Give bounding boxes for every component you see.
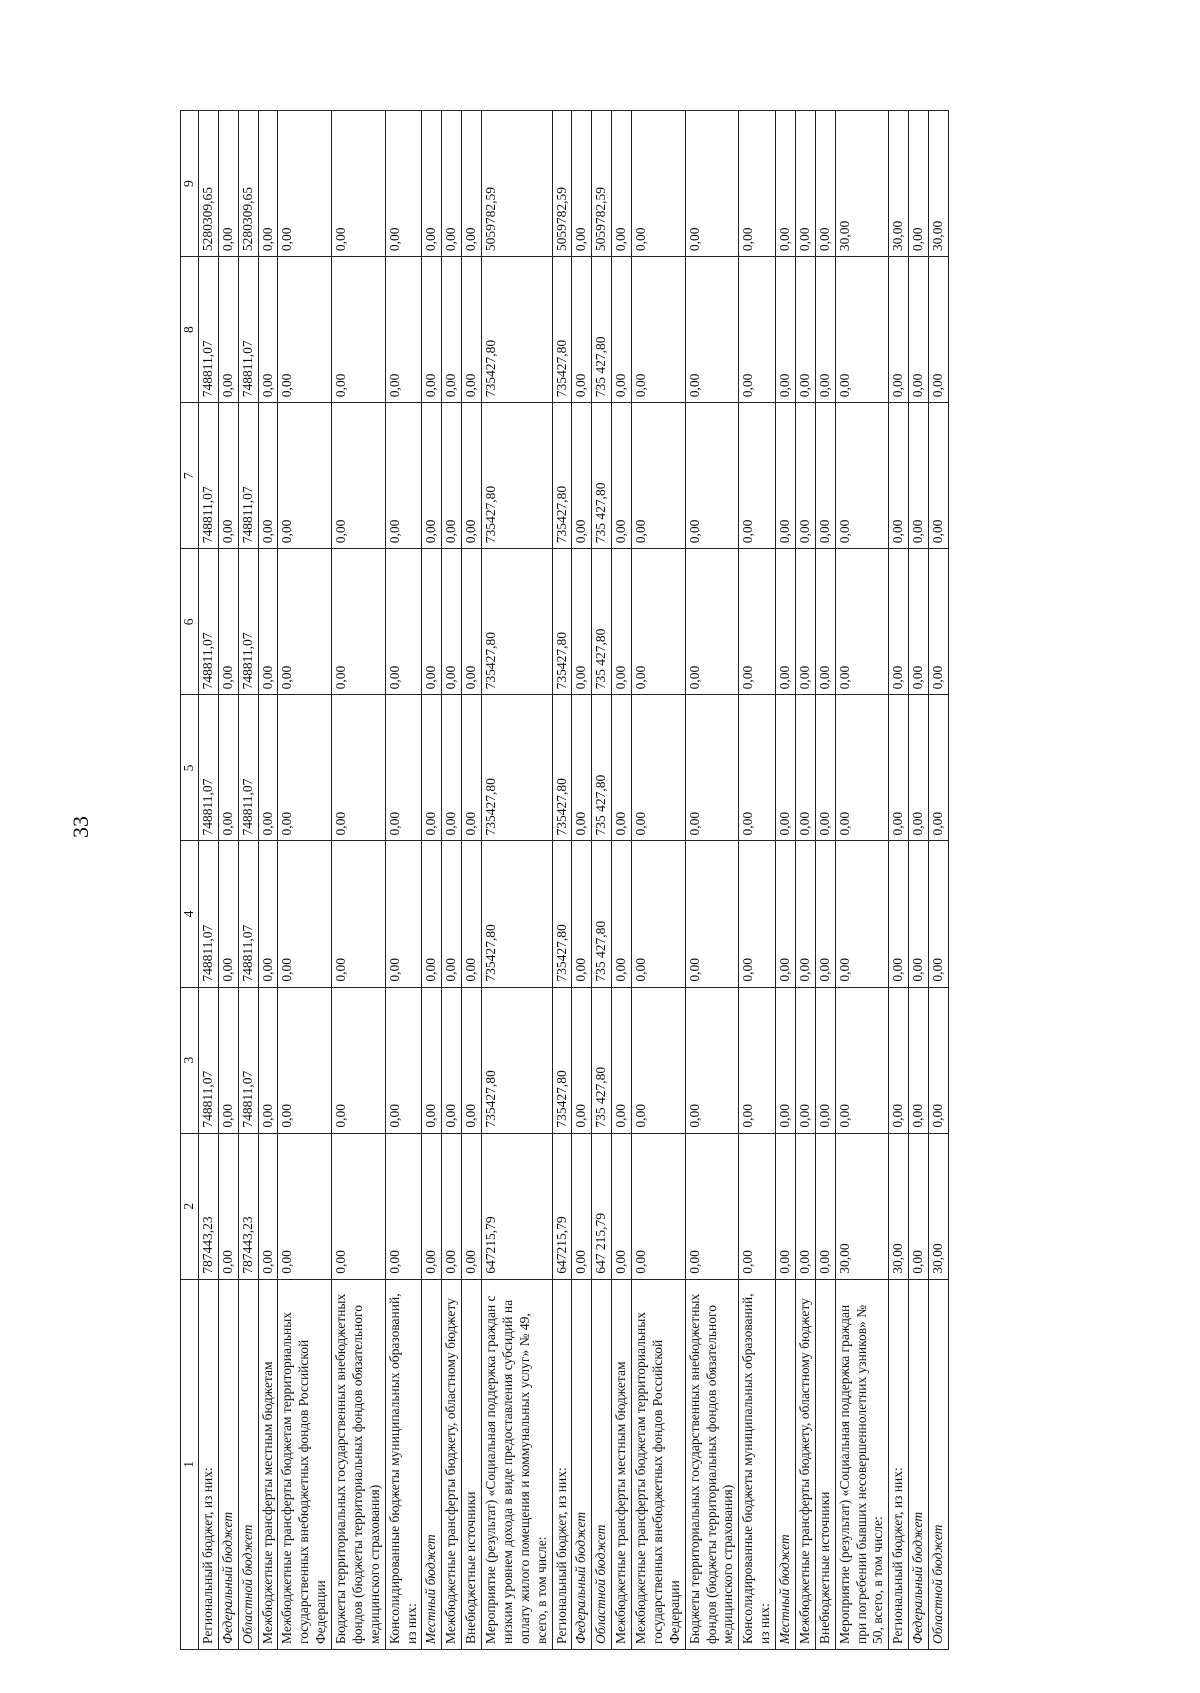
table-row [422,111,442,1650]
row-value: 0,00 [795,111,815,257]
row-value: 748811,07 [238,403,258,549]
row-label: Федеральный бюджет [909,1279,929,1649]
row-value: 0,00 [612,695,632,841]
row-value: 0,00 [442,987,462,1133]
row-value: 735427,80 [552,987,572,1133]
row-label: Межбюджетные трансферты местным бюджетам [258,1279,278,1649]
row-value: 0,00 [218,695,238,841]
column-header: 8 [181,257,199,403]
row-value: 735427,80 [482,257,553,403]
row-value: 0,00 [889,257,909,403]
row-value: 0,00 [385,1133,422,1279]
table-row [278,111,332,1650]
row-value: 0,00 [278,403,332,549]
table-row [258,111,278,1650]
row-value: 0,00 [278,1133,332,1279]
row-label: Региональный бюджет, из них: [552,1279,572,1649]
row-value: 0,00 [685,111,739,257]
row-value: 0,00 [685,1133,739,1279]
row-value: 0,00 [612,257,632,403]
row-value: 0,00 [835,257,889,403]
row-value: 0,00 [258,841,278,987]
row-value: 0,00 [739,549,776,695]
row-value: 0,00 [572,695,592,841]
row-value: 0,00 [422,841,442,987]
column-header: 5 [181,695,199,841]
header-row [181,111,199,1650]
row-value: 0,00 [442,549,462,695]
row-value: 0,00 [685,695,739,841]
row-value: 0,00 [278,257,332,403]
page-number: 33 [68,816,93,838]
row-value: 0,00 [612,111,632,257]
row-value: 0,00 [632,987,686,1133]
column-header: 2 [181,1133,199,1279]
row-value: 647215,79 [482,1133,553,1279]
row-value: 0,00 [685,549,739,695]
row-value: 787443,23 [198,1133,218,1279]
row-value: 0,00 [835,695,889,841]
row-label: Внебюджетные источники [815,1279,835,1649]
row-value: 30,00 [929,1133,949,1279]
row-value: 0,00 [835,549,889,695]
row-value: 0,00 [462,111,482,257]
row-value: 748811,07 [198,987,218,1133]
row-value: 0,00 [385,257,422,403]
row-value: 0,00 [632,403,686,549]
row-value: 0,00 [776,695,796,841]
row-value: 5059782,59 [552,111,572,257]
row-value: 0,00 [218,111,238,257]
row-label: Областной бюджет [238,1279,258,1649]
row-value: 0,00 [632,841,686,987]
row-value: 0,00 [218,987,238,1133]
row-value: 0,00 [258,549,278,695]
row-value: 0,00 [632,111,686,257]
row-value: 748811,07 [238,549,258,695]
row-value: 0,00 [776,111,796,257]
row-value: 5280309,65 [198,111,218,257]
row-value: 0,00 [776,403,796,549]
row-value: 748811,07 [198,841,218,987]
row-value: 0,00 [422,1133,442,1279]
table-row [198,111,218,1650]
table-row [776,111,796,1650]
row-value: 0,00 [795,695,815,841]
table-row [218,111,238,1650]
row-value: 0,00 [572,257,592,403]
row-value: 0,00 [815,549,835,695]
row-value: 748811,07 [238,987,258,1133]
row-value: 0,00 [422,403,442,549]
row-value: 0,00 [929,403,949,549]
row-value: 0,00 [332,257,386,403]
table-row [795,111,815,1650]
row-value: 0,00 [835,841,889,987]
row-label: Консолидированные бюджеты муниципальных образований, из них: [385,1279,422,1649]
row-label: Областной бюджет [929,1279,949,1649]
row-value: 0,00 [776,549,796,695]
row-value: 0,00 [929,695,949,841]
row-value: 735427,80 [482,403,553,549]
row-value: 0,00 [442,841,462,987]
row-value: 5059782,59 [592,111,612,257]
row-value: 647215,79 [552,1133,572,1279]
row-value: 0,00 [218,257,238,403]
row-label: Региональный бюджет, из них: [198,1279,218,1649]
row-value: 735427,80 [482,549,553,695]
column-header: 6 [181,549,199,695]
row-value: 0,00 [739,111,776,257]
row-value: 0,00 [612,841,632,987]
row-value: 0,00 [385,111,422,257]
row-value: 0,00 [422,257,442,403]
row-value: 0,00 [795,987,815,1133]
row-value: 0,00 [815,1133,835,1279]
row-label: Внебюджетные источники [462,1279,482,1649]
row-value: 0,00 [835,987,889,1133]
row-value: 0,00 [278,695,332,841]
column-header: 9 [181,111,199,257]
row-value: 0,00 [442,695,462,841]
row-value: 0,00 [685,987,739,1133]
row-label: Межбюджетные трансферты бюджету, областному бюджету [795,1279,815,1649]
row-value: 735427,80 [552,549,572,695]
row-value: 0,00 [929,841,949,987]
row-label: Бюджеты территориальных государственных внебюджетных фондов (бюджеты территориальных фондов обязательного медицинского страхования) [332,1279,386,1649]
row-value: 0,00 [332,695,386,841]
row-value: 0,00 [739,987,776,1133]
row-label: Мероприятие (результат) «Социальная поддержка граждан с низким уровнем дохода в виде предоставления субсидий на оплату жилого помещения и коммунальных услуг» № 49, всего, в том числе: [482,1279,553,1649]
row-value: 735427,80 [552,695,572,841]
row-value: 0,00 [572,841,592,987]
row-value: 0,00 [258,695,278,841]
row-value: 735 427,80 [592,841,612,987]
table-row [482,111,553,1650]
row-value: 0,00 [776,1133,796,1279]
row-value: 30,00 [889,111,909,257]
row-label: Межбюджетные трансферты местным бюджетам [612,1279,632,1649]
row-value: 0,00 [909,111,929,257]
table-row [815,111,835,1650]
row-value: 0,00 [929,549,949,695]
row-value: 0,00 [278,111,332,257]
table-row [462,111,482,1650]
row-value: 0,00 [422,549,442,695]
column-header: 4 [181,841,199,987]
row-value: 0,00 [612,549,632,695]
row-value: 0,00 [776,257,796,403]
row-label: Федеральный бюджет [572,1279,592,1649]
row-value: 0,00 [422,695,442,841]
row-value: 0,00 [612,987,632,1133]
row-value: 0,00 [442,403,462,549]
row-label: Бюджеты территориальных государственных внебюджетных фондов (бюджеты территориальных фондов обязательного медицинского страхования) [685,1279,739,1649]
row-value: 0,00 [218,549,238,695]
row-value: 0,00 [278,549,332,695]
row-value: 0,00 [258,987,278,1133]
row-value: 0,00 [815,111,835,257]
row-value: 0,00 [572,987,592,1133]
row-value: 748811,07 [238,841,258,987]
table-row [442,111,462,1650]
row-value: 0,00 [332,111,386,257]
row-value: 0,00 [815,403,835,549]
table-row [238,111,258,1650]
row-value: 0,00 [385,695,422,841]
row-value: 0,00 [909,1133,929,1279]
table-row [739,111,776,1650]
table-row [332,111,386,1650]
table-body [198,111,948,1650]
row-value: 0,00 [278,841,332,987]
row-value: 0,00 [795,841,815,987]
row-value: 0,00 [218,1133,238,1279]
row-value: 0,00 [909,841,929,987]
row-value: 0,00 [258,111,278,257]
row-value: 30,00 [835,1133,889,1279]
row-value: 0,00 [632,257,686,403]
table-row [632,111,686,1650]
row-value: 0,00 [462,695,482,841]
row-value: 0,00 [776,841,796,987]
row-value: 0,00 [632,695,686,841]
column-header: 7 [181,403,199,549]
row-value: 0,00 [332,841,386,987]
row-value: 748811,07 [238,695,258,841]
row-label: Региональный бюджет, из них: [889,1279,909,1649]
row-value: 0,00 [422,111,442,257]
row-value: 5059782,59 [482,111,553,257]
row-value: 0,00 [815,987,835,1133]
table-row [685,111,739,1650]
row-label: Межбюджетные трансферты бюджетам территориальных государственных внебюджетных фондов Российской Федерации [278,1279,332,1649]
table-row [552,111,572,1650]
row-value: 0,00 [909,695,929,841]
table-row [612,111,632,1650]
row-value: 30,00 [929,111,949,257]
table-row [385,111,422,1650]
row-value: 748811,07 [198,257,218,403]
row-label: Федеральный бюджет [218,1279,238,1649]
row-value: 748811,07 [198,695,218,841]
row-value: 0,00 [929,257,949,403]
row-label: Областной бюджет [592,1279,612,1649]
budget-table [180,110,949,1650]
row-value: 735 427,80 [592,695,612,841]
row-label: Консолидированные бюджеты муниципальных образований, из них: [739,1279,776,1649]
row-value: 748811,07 [238,257,258,403]
row-value: 647 215,79 [592,1133,612,1279]
row-value: 0,00 [462,257,482,403]
row-value: 0,00 [685,403,739,549]
table-row [835,111,889,1650]
row-value: 0,00 [422,987,442,1133]
column-header: 1 [181,1279,199,1649]
row-value: 0,00 [385,549,422,695]
row-value: 735427,80 [482,695,553,841]
table-row [889,111,909,1650]
row-value: 0,00 [218,841,238,987]
row-value: 0,00 [442,1133,462,1279]
row-value: 735 427,80 [592,257,612,403]
row-value: 0,00 [462,841,482,987]
row-value: 735 427,80 [592,549,612,695]
row-value: 0,00 [572,403,592,549]
row-value: 0,00 [795,257,815,403]
row-value: 0,00 [632,1133,686,1279]
row-value: 0,00 [929,987,949,1133]
row-value: 0,00 [385,987,422,1133]
row-value: 0,00 [815,695,835,841]
row-value: 0,00 [739,403,776,549]
row-value: 0,00 [889,695,909,841]
row-value: 0,00 [462,1133,482,1279]
row-value: 787443,23 [238,1133,258,1279]
row-value: 735 427,80 [592,403,612,549]
row-value: 0,00 [795,549,815,695]
row-value: 0,00 [889,549,909,695]
row-label: Мероприятие (результат) «Социальная поддержка граждан при погребении бывших несовершеннолетних узников» № 50, всего, в том числе: [835,1279,889,1649]
row-value: 0,00 [332,987,386,1133]
row-value: 0,00 [612,403,632,549]
row-value: 0,00 [685,257,739,403]
column-header: 3 [181,987,199,1133]
row-value: 735427,80 [552,841,572,987]
row-value: 0,00 [685,841,739,987]
row-value: 0,00 [258,257,278,403]
row-label: Межбюджетные трансферты бюджетам территориальных государственных внебюджетных фондов Российской Федерации [632,1279,686,1649]
row-value: 735427,80 [482,841,553,987]
row-value: 0,00 [909,549,929,695]
row-value: 0,00 [739,1133,776,1279]
row-value: 0,00 [889,403,909,549]
row-value: 0,00 [632,549,686,695]
row-value: 0,00 [462,403,482,549]
row-value: 0,00 [462,987,482,1133]
row-value: 0,00 [776,987,796,1133]
row-value: 0,00 [572,1133,592,1279]
row-value: 30,00 [835,111,889,257]
row-value: 0,00 [572,111,592,257]
table-row [909,111,929,1650]
row-value: 0,00 [835,403,889,549]
row-value: 0,00 [795,403,815,549]
row-value: 0,00 [795,1133,815,1279]
row-value: 0,00 [332,403,386,549]
row-value: 0,00 [612,1133,632,1279]
row-value: 748811,07 [198,549,218,695]
row-value: 0,00 [218,403,238,549]
table-row [592,111,612,1650]
row-value: 0,00 [462,549,482,695]
row-value: 0,00 [385,841,422,987]
row-value: 0,00 [739,257,776,403]
row-value: 0,00 [572,549,592,695]
row-value: 0,00 [815,841,835,987]
row-value: 0,00 [909,403,929,549]
row-value: 0,00 [278,987,332,1133]
row-value: 735427,80 [552,257,572,403]
row-value: 0,00 [442,111,462,257]
row-label: Местный бюджет [776,1279,796,1649]
row-value: 0,00 [442,257,462,403]
row-value: 0,00 [332,549,386,695]
row-value: 0,00 [385,403,422,549]
row-label: Межбюджетные трансферты бюджету, областному бюджету [442,1279,462,1649]
row-value: 735427,80 [552,403,572,549]
table-row [929,111,949,1650]
row-value: 735 427,80 [592,987,612,1133]
row-value: 735427,80 [482,987,553,1133]
row-value: 30,00 [889,1133,909,1279]
row-value: 0,00 [909,987,929,1133]
row-value: 0,00 [889,987,909,1133]
row-value: 0,00 [739,841,776,987]
row-value: 5280309,65 [238,111,258,257]
row-value: 0,00 [332,1133,386,1279]
row-label: Местный бюджет [422,1279,442,1649]
table-row [572,111,592,1650]
row-value: 0,00 [258,403,278,549]
rotated-table-container [180,110,1120,1650]
row-value: 0,00 [909,257,929,403]
row-value: 0,00 [889,841,909,987]
row-value: 0,00 [258,1133,278,1279]
row-value: 0,00 [815,257,835,403]
row-value: 748811,07 [198,403,218,549]
row-value: 0,00 [739,695,776,841]
